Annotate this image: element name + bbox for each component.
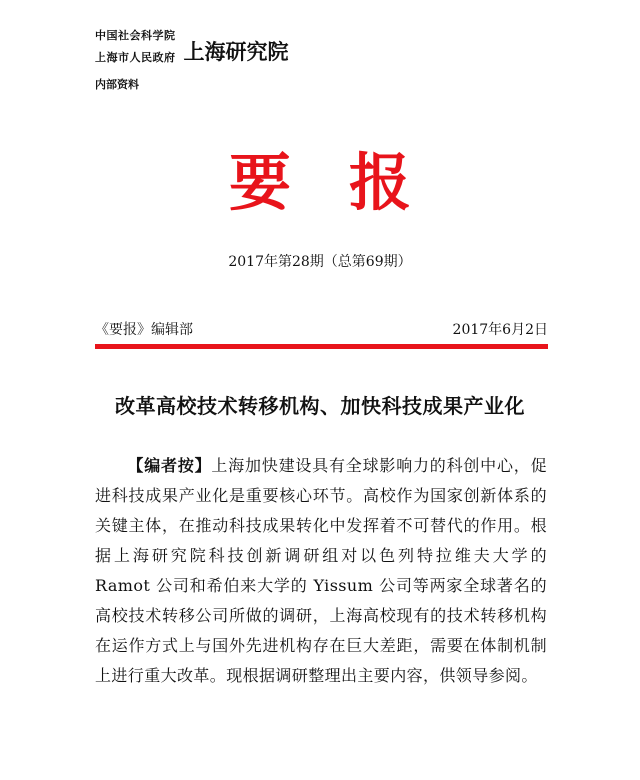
masthead-title: 要报: [228, 146, 469, 219]
publish-date: 2017年6月2日: [452, 322, 548, 338]
institute-logo: [95, 28, 289, 65]
article-headline: 改革高校技术转移机构、加快科技成果产业化: [115, 394, 525, 418]
editor-note-text: 上海加快建设具有全球影响力的科创中心，促进科技成果产业化是重要核心环节。高校作为国家创新体系的关键主体，在推动科技成果转化中发挥着不可替代的作用。根据上海研究院科技创新调研组对以色列特拉维夫大学的 Ramot 公司和希伯来大学的 Yissum 公司等两家全球著名的高校技术转移公司所做的调研，上海高校现有的技术转移机构在运作方式上与国外先进机构存在巨大差距，需要在体制机制上进行重大改革。现根据调研整理出主要内容，供领导参阅。: [95, 456, 547, 685]
classification-label: 内部资料: [95, 78, 139, 91]
institute-name: 上海研究院: [183, 39, 289, 64]
editorial-department: 《要报》编辑部: [95, 322, 193, 338]
red-divider: [95, 344, 548, 349]
org-line-2: 上海市人民政府: [95, 51, 176, 64]
issue-number: 2017年第28期（总第69期）: [228, 254, 412, 270]
editor-note-label: 【编者按】: [127, 456, 212, 475]
editor-note-paragraph: [95, 451, 547, 691]
org-line-1: 中国社会科学院: [95, 29, 176, 42]
